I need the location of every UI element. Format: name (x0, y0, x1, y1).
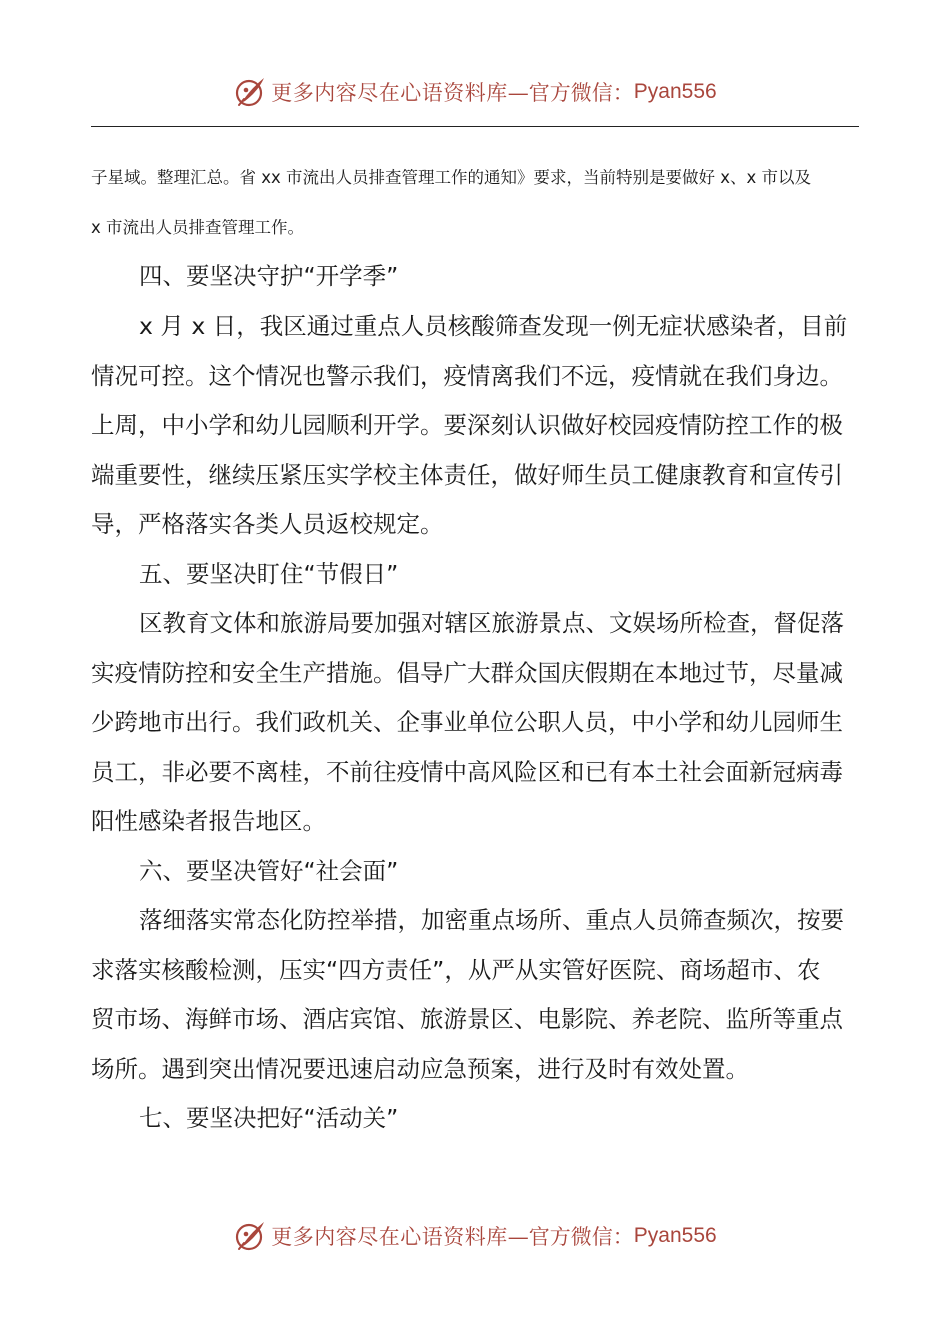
paragraph-line: 上周，中小学和幼儿园顺利开学。要深刻认识做好校园疫情防控工作的极 (91, 411, 843, 439)
paragraph-line: x 月 x 日，我区通过重点人员核酸筛查发现一例无症状感染者，目前 (139, 312, 848, 340)
section-heading: 五、要坚决盯住“节假日” (139, 560, 399, 588)
paragraph-line: 实疫情防控和安全生产措施。倡导广大群众国庆假期在本地过节，尽量减 (91, 659, 843, 687)
quill-pen-logo-icon (233, 75, 267, 109)
intro-line: x 市流出人员排查管理工作。 (91, 218, 305, 237)
header-wechat-label: —官方微信： (507, 81, 634, 105)
paragraph-line: 情况可控。这个情况也警示我们，疫情离我们不远，疫情就在我们身边。 (91, 362, 843, 390)
header-wechat-account: Pyan556 (633, 80, 717, 103)
paragraph-line: 导，严格落实各类人员返校规定。 (91, 510, 444, 538)
header-promo-text: 更多内容尽在心语资料库 (271, 81, 508, 105)
paragraph-line: 员工，非必要不离桂，不前往疫情中高风险区和已有本土社会面新冠病毒 (91, 758, 843, 786)
paragraph-line: 落细落实常态化防控举措，加密重点场所、重点人员筛查频次，按要 (139, 906, 844, 934)
section-heading: 四、要坚决守护“开学季” (139, 262, 399, 290)
section-heading: 七、要坚决把好“活动关” (139, 1104, 399, 1132)
footer-wechat-label: —官方微信： (507, 1225, 634, 1249)
paragraph-line: 阳性感染者报告地区。 (91, 807, 326, 835)
footer-promo-text: 更多内容尽在心语资料库 (271, 1225, 508, 1249)
footer-banner (0, 1214, 950, 1258)
intro-line: 子星域。整理汇总。省 xx 市流出人员排查管理工作的通知》要求，当前特别是要做好 x、x 市以及 (91, 168, 812, 187)
paragraph-line: 贸市场、海鲜市场、酒店宾馆、旅游景区、电影院、养老院、监所等重点 (91, 1005, 843, 1033)
paragraph-line: 少跨地市出行。我们政机关、企事业单位公职人员，中小学和幼儿园师生 (91, 708, 843, 736)
paragraph-line: 求落实核酸检测，压实“四方责任”，从严从实管好医院、商场超市、农 (91, 956, 821, 984)
section-heading: 六、要坚决管好“社会面” (139, 857, 399, 885)
header-banner (0, 70, 950, 114)
quill-pen-logo-icon (233, 1219, 267, 1253)
footer-wechat-account: Pyan556 (633, 1224, 717, 1247)
paragraph-line: 区教育文体和旅游局要加强对辖区旅游景点、文娱场所检查，督促落 (139, 609, 844, 637)
paragraph-line: 端重要性，继续压紧压实学校主体责任，做好师生员工健康教育和宣传引 (91, 461, 843, 489)
header-divider (91, 126, 859, 127)
paragraph-line: 场所。遇到突出情况要迅速启动应急预案，进行及时有效处置。 (91, 1055, 749, 1083)
